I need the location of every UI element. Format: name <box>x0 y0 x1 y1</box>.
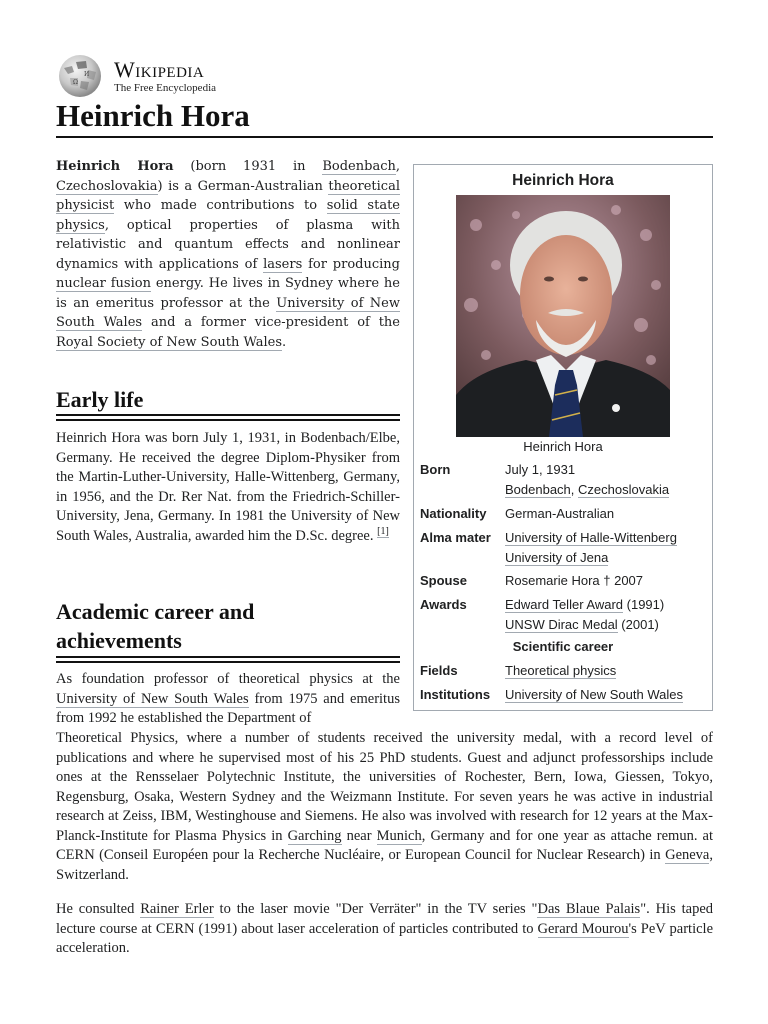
link-royal-society-nsw[interactable]: Royal Society of New South Wales <box>56 334 283 350</box>
infobox-value <box>505 685 683 705</box>
link-unsw[interactable]: University of New South Wales <box>56 690 249 707</box>
link-unsw-dirac-medal[interactable]: UNSW Dirac Medal <box>505 616 618 632</box>
infobox <box>413 164 713 711</box>
photo-caption: Heinrich Hora <box>523 439 603 454</box>
academic-paragraph-2: He consulted Rainer Erler to the laser movie "Der Verräter" in the TV series "Das Blaue Palais". His taped lecture course at CERN (1991) about laser acceleration of particles contributed to Gerard Mourou's PeV particle acceleration. <box>56 901 714 956</box>
link-bodenbach[interactable]: Bodenbach <box>505 481 571 497</box>
infobox-value: Rosemarie Hora † 2007 <box>505 573 644 588</box>
link-garching[interactable]: Garching <box>287 827 342 844</box>
heading-academic-career: Academic career and achievements <box>56 599 255 653</box>
svg-text:Ω: Ω <box>73 79 78 86</box>
link-unsw[interactable]: University of New South Wales <box>505 687 683 702</box>
wikipedia-globe-icon <box>56 54 104 98</box>
infobox-label: Fields <box>420 663 458 678</box>
academic-paragraph-1-cont: Theoretical Physics, where a number of students received the university medal, with a record level of publications and where he supervised most of his 25 PhD students. Guest and adjunct professorships include ones at the Rensselaer Polytechnic Institute, the universities of Rochester, Bern, Iowa, Giessen, Tokyo, Regensburg, Osaka, Western Sydney and the Weizmann Institute. For seven years he was active in industrial research at Zeiss, IBM, Westinghouse and Siemens. He also was involved with research for 12 years at the Max-Planck-Institute for Plasma Physics in Garching near Munich, Germany and for one year as attache remun. at CERN (Conseil Européen pour la Recherche Nucléaire, or European Council for Nuclear Research) in Geneva, Switzerland. <box>56 730 713 883</box>
infobox-label: Alma mater <box>420 530 491 545</box>
link-solid-state-physics[interactable]: solid state physics <box>56 198 401 233</box>
infobox-value <box>505 528 677 567</box>
infobox-label: Born <box>420 462 451 477</box>
link-nuclear-fusion[interactable]: nuclear fusion <box>56 276 151 291</box>
wikipedia-wordmark: Wikipedia <box>114 56 205 82</box>
infobox-label: Institutions <box>420 687 491 702</box>
link-geneva[interactable]: Geneva <box>665 847 710 863</box>
academic-paragraph-1-start: As foundation professor of theoretical physics at the University of New South Wales from 1975 and emeritus from 1992 he established the Department of <box>56 671 400 726</box>
heading-early-life: Early life <box>56 387 144 412</box>
infobox-label: Nationality <box>420 506 487 521</box>
page-title: Heinrich Hora <box>56 98 250 133</box>
link-university-jena[interactable]: University of Jena <box>505 549 609 565</box>
link-unsw[interactable]: University of New South Wales <box>56 295 401 330</box>
link-munich[interactable]: Munich <box>376 827 422 844</box>
subject-name: Heinrich Hora <box>56 159 174 174</box>
link-edward-teller-award[interactable]: Edward Teller Award <box>505 597 624 612</box>
link-theoretical-physicist[interactable]: theoretical physicist <box>56 178 400 213</box>
infobox-value: German-Australian <box>505 506 615 521</box>
infobox-value: Edward Teller Award (1991) UNSW Dirac Medal (2001) <box>505 597 665 632</box>
link-bodenbach[interactable]: Bodenbach <box>322 159 396 174</box>
reference-1-link[interactable]: [1] <box>377 525 389 537</box>
infobox-label: Awards <box>420 597 467 612</box>
infobox-value: July 1, 1931 Bodenbach, Czechoslovakia <box>505 462 670 497</box>
heading-divider <box>56 414 400 421</box>
infobox-label: Spouse <box>420 573 467 588</box>
infobox-title: Heinrich Hora <box>512 172 614 189</box>
link-university-halle-wittenberg[interactable]: University of Halle-Wittenberg <box>505 530 677 545</box>
link-theoretical-physics[interactable]: Theoretical physics <box>505 663 617 678</box>
svg-text:И: И <box>84 71 90 78</box>
link-lasers[interactable]: lasers <box>263 256 303 272</box>
infobox-section-scientific-career: Scientific career <box>512 639 614 654</box>
wikipedia-tagline: The Free Encyclopedia <box>114 81 217 94</box>
link-czechoslovakia[interactable]: Czechoslovakia <box>578 481 670 497</box>
link-rainer-erler[interactable]: Rainer Erler <box>140 901 214 917</box>
link-czechoslovakia[interactable]: Czechoslovakia <box>56 178 158 194</box>
link-gerard-mourou[interactable]: Gerard Mourou <box>537 920 629 937</box>
intro-paragraph: Heinrich Hora (born 1931 in Bodenbach, Czechoslovakia) is a German-Australian theoretical physicist who made contributions to solid state physics, optical properties of plasma with relativistic and quantum effects and nonlinear dynamics with applications of lasers for producing nuclear fusion energy. He lives in Sydney where he is an emeritus professor at the University of New South Wales and a former vice-president of the Royal Society of New South Wales. <box>56 159 401 350</box>
early-life-paragraph: Heinrich Hora was born July 1, 1931, in Bodenbach/Elbe, Germany. He received the degree Diplom-Physiker from the Martin-Luther-University, Halle-Wittenberg, Germany, in 1956, and the Dr. Rer Nat. from the Friedrich-Schiller-University, Jena, Germany. In 1981 the University of New South Wales, Australia, awarded him the D.Sc. degree. [1] <box>56 430 400 544</box>
wikipedia-logo[interactable] <box>56 54 216 98</box>
heading-divider <box>56 656 400 663</box>
infobox-value <box>505 661 616 681</box>
link-das-blaue-palais[interactable]: Das Blaue Palais <box>537 901 641 917</box>
portrait-photo[interactable] <box>456 195 670 437</box>
title-divider <box>56 136 713 138</box>
